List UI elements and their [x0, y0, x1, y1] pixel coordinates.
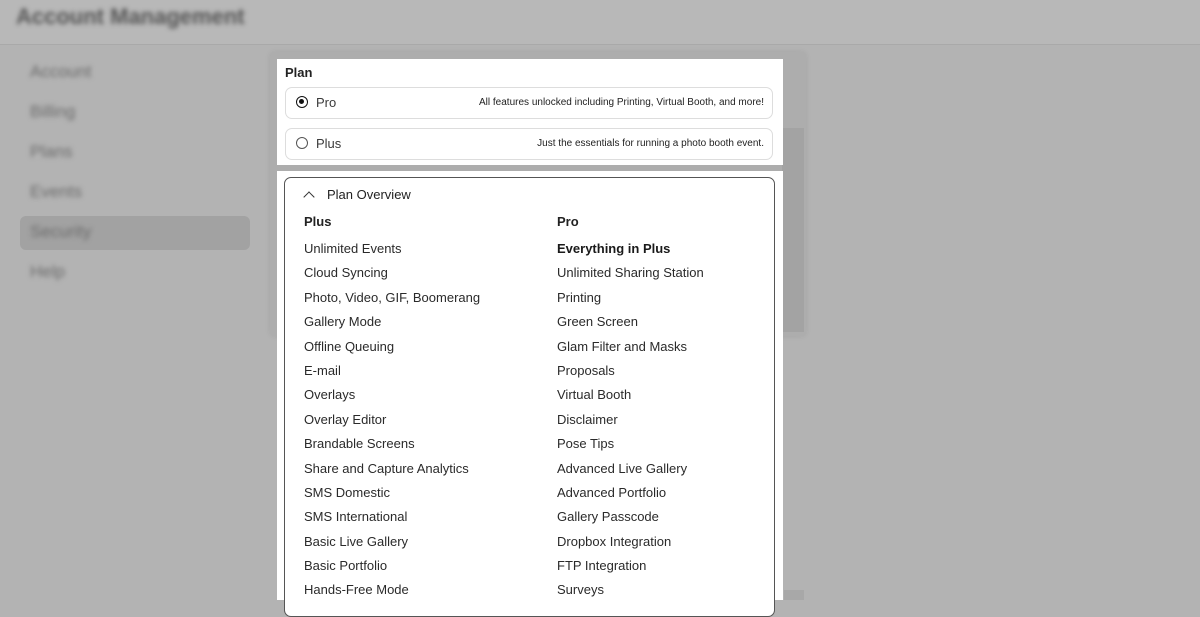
feature-item: Glam Filter and Masks: [557, 338, 688, 354]
plan-option-pro[interactable]: [285, 87, 773, 119]
feature-item: Printing: [557, 289, 602, 305]
background-nav-item: Plans: [30, 142, 73, 161]
background-nav-item: Help: [30, 262, 65, 281]
feature-item: SMS Domestic: [304, 484, 390, 500]
feature-item: Green Screen: [557, 314, 638, 330]
feature-item: Cloud Syncing: [304, 265, 388, 281]
plus-column-heading: Plus: [304, 214, 332, 229]
feature-item: Offline Queuing: [304, 338, 395, 354]
feature-item: Brandable Screens: [304, 436, 415, 452]
feature-item: Surveys: [557, 582, 604, 598]
plan-panel: [277, 59, 783, 165]
background-scroll-strip: [782, 128, 804, 332]
plan-option-pro-description: All features unlocked including Printing, Virtual Booth, and more!: [479, 97, 764, 108]
plan-option-plus-description: Just the essentials for running a photo booth event.: [537, 138, 764, 149]
plan-overview-toggle[interactable]: [305, 184, 411, 204]
chevron-up-icon: [303, 191, 314, 202]
feature-item: Unlimited Events: [304, 241, 402, 256]
feature-item: Gallery Mode: [304, 314, 382, 330]
pro-feature-list: [557, 241, 704, 607]
feature-item: Disclaimer: [557, 411, 618, 427]
background-header: [0, 0, 1200, 45]
plan-heading: Plan: [285, 65, 313, 80]
background-sidebar: [20, 56, 250, 296]
feature-item: Overlay Editor: [304, 411, 387, 427]
feature-item: E-mail: [304, 362, 341, 378]
feature-item: Overlays: [304, 387, 356, 403]
pro-column-heading: Pro: [557, 214, 579, 229]
radio-checked-icon[interactable]: [296, 96, 308, 108]
background-nav-item: Billing: [30, 102, 76, 121]
background-nav-item-active: Security: [20, 216, 250, 250]
plus-feature-list: [304, 241, 480, 607]
feature-item: Gallery Passcode: [557, 509, 659, 525]
feature-item: Hands-Free Mode: [304, 582, 409, 598]
feature-item: Advanced Live Gallery: [557, 460, 688, 476]
feature-item: FTP Integration: [557, 558, 647, 574]
feature-item: Pose Tips: [557, 436, 615, 452]
plan-option-pro-label: Pro: [316, 95, 337, 110]
feature-item: Share and Capture Analytics: [304, 460, 469, 476]
feature-item: Unlimited Sharing Station: [557, 265, 704, 281]
plus-features-column: [304, 214, 480, 607]
background-nav-item: Events: [30, 182, 82, 201]
plan-overview-title: Plan Overview: [327, 186, 411, 202]
feature-item: Basic Portfolio: [304, 558, 388, 574]
pro-features-column: [557, 214, 704, 607]
feature-item: Dropbox Integration: [557, 533, 672, 549]
plan-overview-card: [284, 177, 775, 617]
feature-item: Photo, Video, GIF, Boomerang: [304, 289, 481, 305]
feature-item: Basic Live Gallery: [304, 533, 409, 549]
feature-item: Virtual Booth: [557, 387, 632, 403]
background-edge: [784, 590, 804, 600]
radio-unchecked-icon[interactable]: [296, 137, 308, 149]
feature-item: Proposals: [557, 362, 615, 378]
feature-item: Advanced Portfolio: [557, 484, 667, 500]
plan-option-plus[interactable]: [285, 128, 773, 160]
background-nav-item: Account: [30, 62, 92, 81]
feature-item: SMS International: [304, 509, 408, 525]
background-page-title: Account Management: [16, 4, 245, 29]
feature-item: Everything in Plus: [557, 241, 671, 256]
plan-option-plus-label: Plus: [316, 136, 342, 151]
